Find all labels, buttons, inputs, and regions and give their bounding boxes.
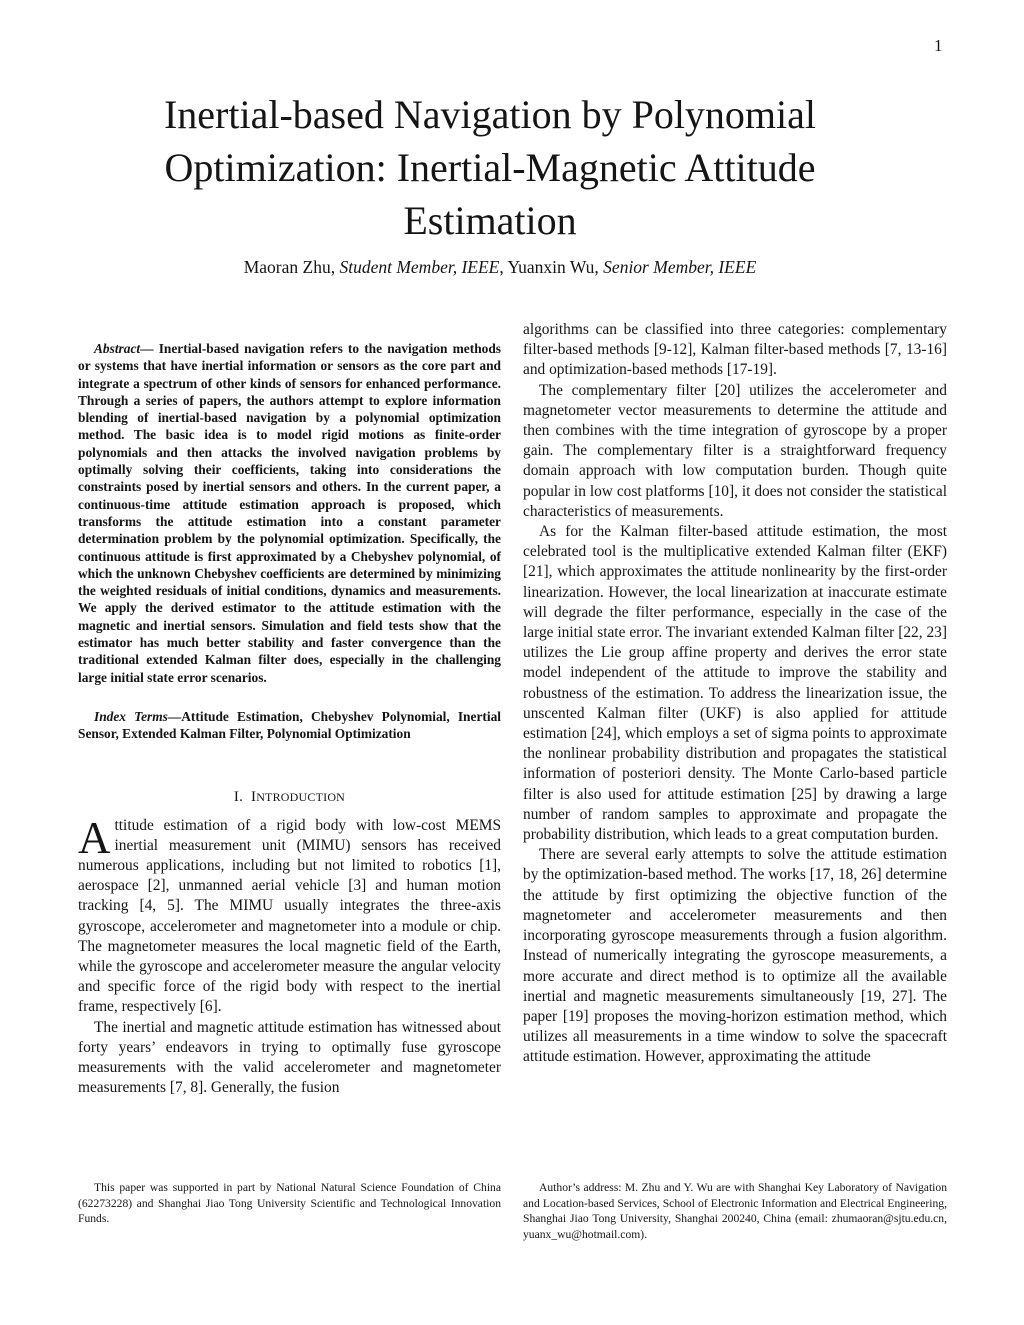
author-line	[150, 257, 850, 278]
right-paragraph-3: There are several early attempts to solve the attitude estimation by the optimization-based method. The works [17, 18, 26] determine the attitude by first optimizing the objective function of the magnetometer and accelerometer measurements and then incorporating gyroscope measurements through a fusion algorithm. Instead of numerically integrating the gyroscope measurements, a more accurate and direct method is to optimize all the available inertial and magnetic measurements simultaneously [19, 27]. The paper [19] proposes the moving-horizon estimation method, which utilizes all measurements in a time window to solve the spacecraft attitude estimation. However, approximating the attitude	[523, 846, 947, 1066]
footnote-funding-text: This paper was supported in part by National Natural Science Foundation of China (62273228) and Shanghai Jiao Tong University Scientific and Technological Innovation Funds.	[78, 1181, 501, 1226]
page-number: 1	[934, 36, 943, 55]
drop-cap: A	[78, 812, 111, 863]
abstract-dash: —	[140, 341, 159, 356]
footnote-address	[523, 1180, 947, 1242]
intro-paragraph-1-text: ttitude estimation of a rigid body with low-cost MEMS inertial measurement unit (MIMU) sensors has received numerous applications, including but not limited to robotics [1], aerospace [2], unmanned aerial vehicle [3] and human motion tracking [4, 5]. The MIMU usually integrates the three-axis gyroscope, accelerometer and magnetometer into a module or chip. The magnetometer measures the local magnetic field of the Earth, while the gyroscope and accelerometer measure the angular velocity and specific force of the rigid body with respect to the inertial frame, respectively [6].	[78, 816, 501, 1016]
intro-paragraph-2: The inertial and magnetic attitude estimation has witnessed about forty years’ endeavors in trying to optimally fuse gyroscope measurements with the valid accelerometer and magnetometer measurements [7, 8]. Generally, the fusion	[78, 1018, 501, 1097]
index-terms	[78, 708, 501, 743]
right-paragraph-2: As for the Kalman filter-based attitude estimation, the most celebrated tool is the multiplicative extended Kalman filter (EKF) [21], which approximates the attitude nonlinearity by the first-order linearization. However, the local linearization at inaccurate estimate will degrade the filter performance, especially in the case of the large initial state error. The invariant extended Kalman filter [22, 23] utilizes the Lie group affine property and derives the error state model independent of the attitude to improve the stability and robustness of the estimation. To address the linearization issue, the unscented Kalman filter (UKF) is also applied for attitude estimation [24], which employs a set of sigma points to approximate the nonlinear probability distribution and propagates the statistical information of posteriori density. The Monte Carlo-based particle filter is also used for attitude estimation [25] by drawing a large number of random samples to approximate and propagate the probability distribution, which leads to a great computation burden.	[523, 523, 947, 844]
abstract-label: Abstract	[94, 341, 141, 356]
left-column	[78, 340, 501, 1098]
footnote-address-text: Author’s address: M. Zhu and Y. Wu are with Shanghai Key Laboratory of Navigation and Location-based Services, School of Electronic Information and Electrical Engineering, Shanghai Jiao Tong University, Shanghai 200240, China (email: zhumaoran@sjtu.edu.cn, yuanx_wu@hotmail.com).	[523, 1181, 947, 1241]
right-column	[523, 320, 947, 1068]
author-separator: , Yuanxin Wu,	[499, 257, 604, 277]
footnote-funding	[78, 1180, 501, 1227]
right-paragraph-1: The complementary filter [20] utilizes the accelerometer and magnetometer vector measurements to determine the attitude and then combines with the time integration of gyroscope by a proper gain. The complementary filter is a straightforward frequency domain approach with low computation burden. Though quite popular in low cost platforms [10], it does not consider the statistical characteristics of measurements.	[523, 381, 947, 520]
paper-title: Inertial-based Navigation by Polynomial Optimization: Inertial-Magnetic Attitude Estimation	[163, 92, 817, 243]
index-terms-text: Attitude Estimation, Chebyshev Polynomial, Inertial Sensor, Extended Kalman Filter, Polynomial Optimization	[78, 708, 501, 742]
author-1-affiliation: Student Member, IEEE	[339, 257, 500, 277]
author-1-name: Maoran Zhu,	[243, 257, 340, 277]
author-2-affiliation: Senior Member, IEEE	[603, 257, 757, 277]
section-number: I.	[233, 788, 244, 805]
intro-paragraph-1	[78, 812, 501, 1018]
abstract-text: Inertial-based navigation refers to the navigation methods or systems that have inertial information or sensors as the core part and integrate a spectrum of other kinds of sensors for enhanced performance. Through a series of papers, the authors attempt to explore information blending of inertial-based navigation by a polynomial optimization method. The basic idea is to model rigid motions as finite-order polynomials and then attacks the involved navigation problems by optimally solving their coefficients, taking into considerations the constraints posed by inertial sensors and others. In the current paper, a continuous-time attitude estimation approach is proposed, which transforms the attitude estimation into a constant parameter determination problem by the polynomial optimization. Specifically, the continuous attitude is first approximated by a Chebyshev polynomial, of which the unknown Chebyshev coefficients are determined by minimizing the weighted residuals of initial conditions, dynamics and measurements. We apply the derived estimator to the attitude estimation with the magnetic and inertial sensors. Simulation and field tests show that the estimator has much better stability and faster convergence than the traditional extended Kalman filter does, especially in the challenging large initial state error scenarios.	[78, 341, 501, 685]
section-title-rest: NTRODUCTION	[256, 789, 346, 804]
index-terms-label: Index Terms	[94, 708, 168, 724]
section-heading-introduction	[78, 789, 501, 806]
abstract	[78, 340, 501, 686]
section-title-initial: I	[250, 788, 257, 805]
index-terms-dash: —	[167, 708, 182, 724]
right-paragraph-0: algorithms can be classified into three categories: complementary filter-based methods [9-12], Kalman filter-based methods [7, 13-16] and optimization-based methods [17-19].	[523, 321, 947, 379]
